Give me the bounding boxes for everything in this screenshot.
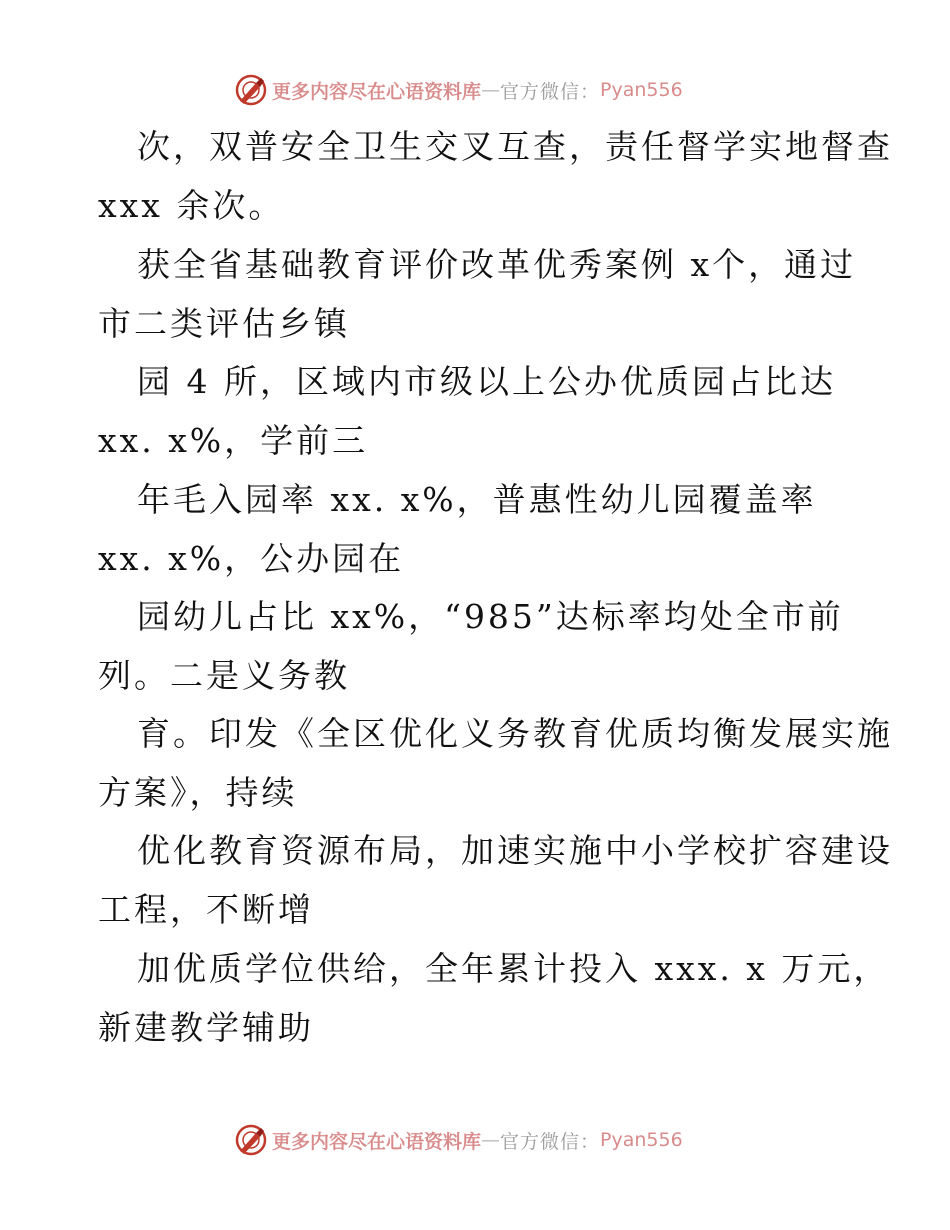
- text-line: xx. x%，公办园在: [98, 539, 405, 578]
- watermark-id: Pyan556: [600, 1129, 683, 1151]
- watermark-dash: —: [481, 79, 501, 101]
- text-line: xx. x%，学前三: [98, 421, 369, 460]
- pen-logo-icon: [234, 1123, 268, 1157]
- text-line: 园 4 所，区域内市级以上公办优质园占比达: [137, 362, 836, 401]
- pen-logo-icon: [234, 73, 268, 107]
- text-line: 工程，不断增: [98, 890, 314, 929]
- footer-watermark: [234, 1122, 683, 1158]
- watermark-text: 更多内容尽在心语资料库: [272, 80, 482, 103]
- text-line: 园幼儿占比 xx%，“985”达标率均处全市前: [137, 597, 844, 636]
- text-line: 获全省基础教育评价改革优秀案例 x个，通过: [137, 245, 857, 284]
- text-line: 优化教育资源布局，加速实施中小学校扩容建设: [137, 831, 893, 870]
- text-line: 加优质学位供给，全年累计投入 xxx. x 万元，: [137, 949, 890, 988]
- text-line: 年毛入园率 xx. x%，普惠性幼儿园覆盖率: [137, 480, 817, 519]
- watermark-id: Pyan556: [600, 79, 683, 101]
- watermark-text: 更多内容尽在心语资料库: [272, 1130, 482, 1153]
- text-line: 次，双普安全卫生交叉互查，责任督学实地督查: [137, 127, 893, 166]
- watermark-dash: —: [481, 1129, 501, 1151]
- header-watermark: [234, 72, 683, 108]
- text-line: xxx 余次。: [98, 186, 285, 225]
- watermark-official: 官方微信：: [500, 80, 601, 103]
- watermark-official: 官方微信：: [500, 1130, 601, 1153]
- text-line: 市二类评估乡镇: [98, 304, 350, 343]
- text-line: 育。印发《全区优化义务教育优质均衡发展实施: [137, 714, 893, 753]
- text-line: 新建教学辅助: [98, 1008, 314, 1047]
- text-line: 方案》，持续: [98, 773, 298, 812]
- text-line: 列。二是义务教: [98, 656, 350, 695]
